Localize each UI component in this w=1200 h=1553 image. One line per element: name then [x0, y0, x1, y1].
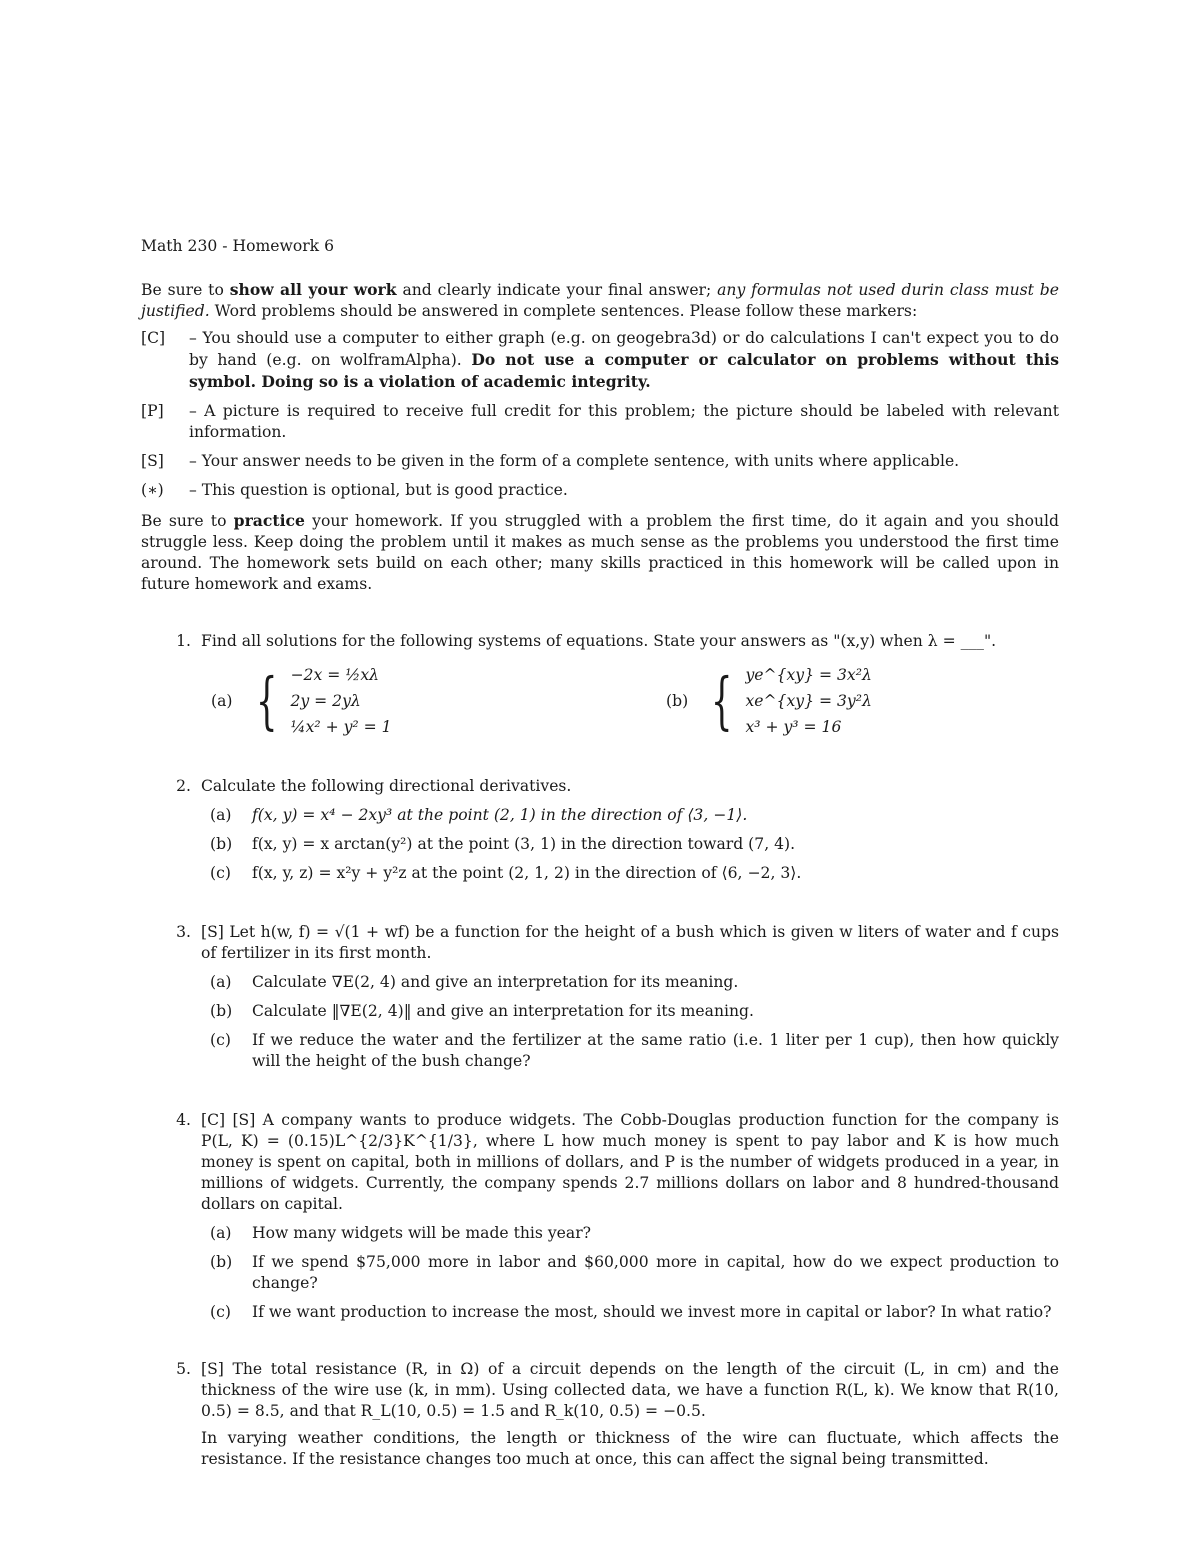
marker-item-optional — [141, 480, 1059, 501]
subproblem-label: (c) — [210, 1031, 231, 1049]
marker-text: – A picture is required to receive full credit for this problem; the picture should be labeled with relevant information. — [189, 402, 1059, 441]
problem-5 — [141, 1359, 1059, 1470]
problem-3 — [141, 922, 1059, 1072]
subproblem-label: (c) — [210, 864, 231, 882]
subproblem — [210, 863, 1059, 884]
problem-statement: Find all solutions for the following systems of equations. State your answers as "(x,y) when λ = ___". — [201, 632, 997, 650]
problem-4 — [141, 1110, 1059, 1323]
subproblem — [210, 1223, 1059, 1244]
intro-formulas-note: any formulas not used durin class must be justified. — [141, 281, 1059, 320]
problem-2 — [141, 776, 1059, 884]
system-equations — [745, 662, 871, 740]
subproblem-text: If we want production to increase the most, should we invest more in capital or labor? In what ratio? — [252, 1303, 1052, 1321]
equation: −2x = ½xλ — [290, 666, 380, 684]
subproblem-text: Calculate ‖∇E(2, 4)‖ and give an interpretation for its meaning. — [252, 1002, 754, 1020]
subproblem-label: (b) — [210, 1002, 233, 1020]
subproblem-label: (b) — [210, 835, 233, 853]
marker-text-plain: – You should use a computer to either graph (e.g. on geogebra3d) or do calculations I can't expect you to do by hand (e.g. on wolframAlpha). — [189, 329, 1059, 369]
equation: ¼x² + y² = 1 — [290, 718, 392, 736]
practice-paragraph — [141, 510, 1059, 595]
practice-text-2: your homework. If you struggled with a problem the first time, do it again and you should struggle less. Keep doing the problem until it makes as much sense as the problems you understood the first time around. The homework sets build on each other; many skills practiced in this homework will be called upon in future homework and exams. — [141, 512, 1059, 593]
subproblem — [210, 805, 1059, 826]
system-b — [666, 662, 1121, 740]
subproblem-text: f(x, y, z) = x²y + y²z at the point (2, 1, 2) in the direction of ⟨6, −2, 3⟩. — [252, 864, 802, 882]
subproblem-text: How many widgets will be made this year? — [252, 1224, 592, 1242]
subproblem-text: Calculate ∇E(2, 4) and give an interpretation for its meaning. — [252, 973, 739, 991]
intro-show-work: show all your work — [229, 280, 397, 299]
problem-number: 1. — [176, 632, 191, 650]
problem-paragraph: In varying weather conditions, the length or thickness of the wire can fluctuate, which affects the resistance. If the resistance changes too much at once, this can affect the signal being transmitted. — [201, 1429, 1059, 1468]
problem-1 — [141, 631, 1059, 740]
problem-number: 3. — [176, 923, 191, 941]
marker-item-s — [141, 451, 1059, 472]
subproblem-label: (a) — [210, 806, 232, 824]
subproblem — [210, 1001, 1059, 1022]
marker-tag: (∗) — [141, 481, 164, 499]
left-brace-icon: { — [255, 664, 278, 737]
marker-tag: [C] — [141, 329, 166, 347]
left-brace-icon: { — [710, 664, 733, 737]
subproblem — [210, 1252, 1059, 1294]
equation: 2y = 2yλ — [290, 692, 361, 710]
subproblem-label: (a) — [210, 1224, 232, 1242]
equation-systems — [201, 662, 1121, 740]
system-label: (b) — [666, 691, 689, 710]
subproblem — [210, 972, 1059, 993]
problem-number: 4. — [176, 1111, 191, 1129]
subproblem-text: If we spend $75,000 more in labor and $60,000 more in capital, how do we expect production to change? — [252, 1253, 1059, 1292]
system-equations — [290, 662, 391, 740]
subproblem — [210, 1302, 1059, 1323]
marker-text: – This question is optional, but is good practice. — [189, 481, 568, 499]
problem-number: 2. — [176, 777, 191, 795]
equation: ye^{xy} = 3x²λ — [745, 666, 872, 684]
marker-tag: [S] — [141, 452, 164, 470]
marker-text-bold: Do not use a computer or calculator on problems without this symbol. Doing so is a violation of academic integrity. — [189, 350, 1059, 391]
equation: xe^{xy} = 3y²λ — [745, 692, 872, 710]
problem-number: 5. — [176, 1360, 191, 1378]
intro-text-3: Word problems should be answered in complete sentences. Please follow these markers: — [209, 302, 918, 320]
marker-item-p — [141, 401, 1059, 443]
problem-body — [191, 631, 1121, 740]
intro-text-1: Be sure to — [141, 281, 230, 299]
document-content — [141, 236, 1059, 1470]
practice-bold: practice — [233, 511, 305, 530]
subproblem-list — [210, 805, 1059, 884]
problem-body — [191, 1110, 1059, 1323]
subproblem-list — [210, 972, 1059, 1072]
marker-text — [189, 328, 1059, 393]
problem-body — [191, 1359, 1059, 1470]
subproblem-text: If we reduce the water and the fertilizer at the same ratio (i.e. 1 liter per 1 cup), then how quickly will the height of the bush change? — [252, 1031, 1059, 1070]
problem-statement: Calculate the following directional derivatives. — [201, 777, 572, 795]
marker-tag: [P] — [141, 402, 164, 420]
subproblem — [210, 1030, 1059, 1072]
subproblem-label: (a) — [210, 973, 232, 991]
problem-statement: [C] [S] A company wants to produce widgets. The Cobb-Douglas production function for the company is P(L, K) = (0.15)L^{2/3}K^{1/3}, where L how much money is spent to pay labor and K is how much money is spent on capital, both in millions of dollars, and P is the number of widgets produced in a year, in millions of widgets. Currently, the company spends 2.7 millions dollars on labor and 8 hundred-thousand dollars on capital. — [201, 1111, 1059, 1213]
intro-text-2: and clearly indicate your final answer; — [396, 281, 718, 299]
problem-body — [191, 776, 1059, 884]
marker-item-c — [141, 328, 1059, 393]
subproblem-label: (c) — [210, 1303, 231, 1321]
subproblem-text: f(x, y) = x⁴ − 2xy³ at the point (2, 1) in the direction of ⟨3, −1⟩. — [252, 806, 748, 824]
marker-text: – Your answer needs to be given in the form of a complete sentence, with units where applicable. — [189, 452, 960, 470]
subproblem-list — [210, 1223, 1059, 1323]
subproblem-label: (b) — [210, 1253, 233, 1271]
subproblem — [210, 834, 1059, 855]
problem-statement: [S] The total resistance (R, in Ω) of a circuit depends on the length of the circuit (L, in cm) and the thickness of the wire use (k, in mm). Using collected data, we have a function R(L, k). We know that R(10, 0.5) = 8.5, and that R_L(10, 0.5) = 1.5 and R_k(10, 0.5) = −0.5. — [201, 1360, 1059, 1420]
problem-statement: [S] Let h(w, f) = √(1 + wf) be a function for the height of a bush which is given w liters of water and f cups of fertilizer in its first month. — [201, 923, 1059, 962]
marker-list — [141, 328, 1059, 501]
problem-body — [191, 922, 1059, 1072]
problem-list — [141, 631, 1059, 1470]
intro-paragraph — [141, 279, 1059, 322]
equation: x³ + y³ = 16 — [745, 718, 842, 736]
practice-text-1: Be sure to — [141, 512, 234, 530]
system-label: (a) — [211, 691, 233, 710]
page-title: Math 230 - Homework 6 — [141, 237, 334, 255]
system-a — [211, 662, 666, 740]
subproblem-text: f(x, y) = x arctan(y²) at the point (3, 1) in the direction toward (7, 4). — [252, 835, 796, 853]
